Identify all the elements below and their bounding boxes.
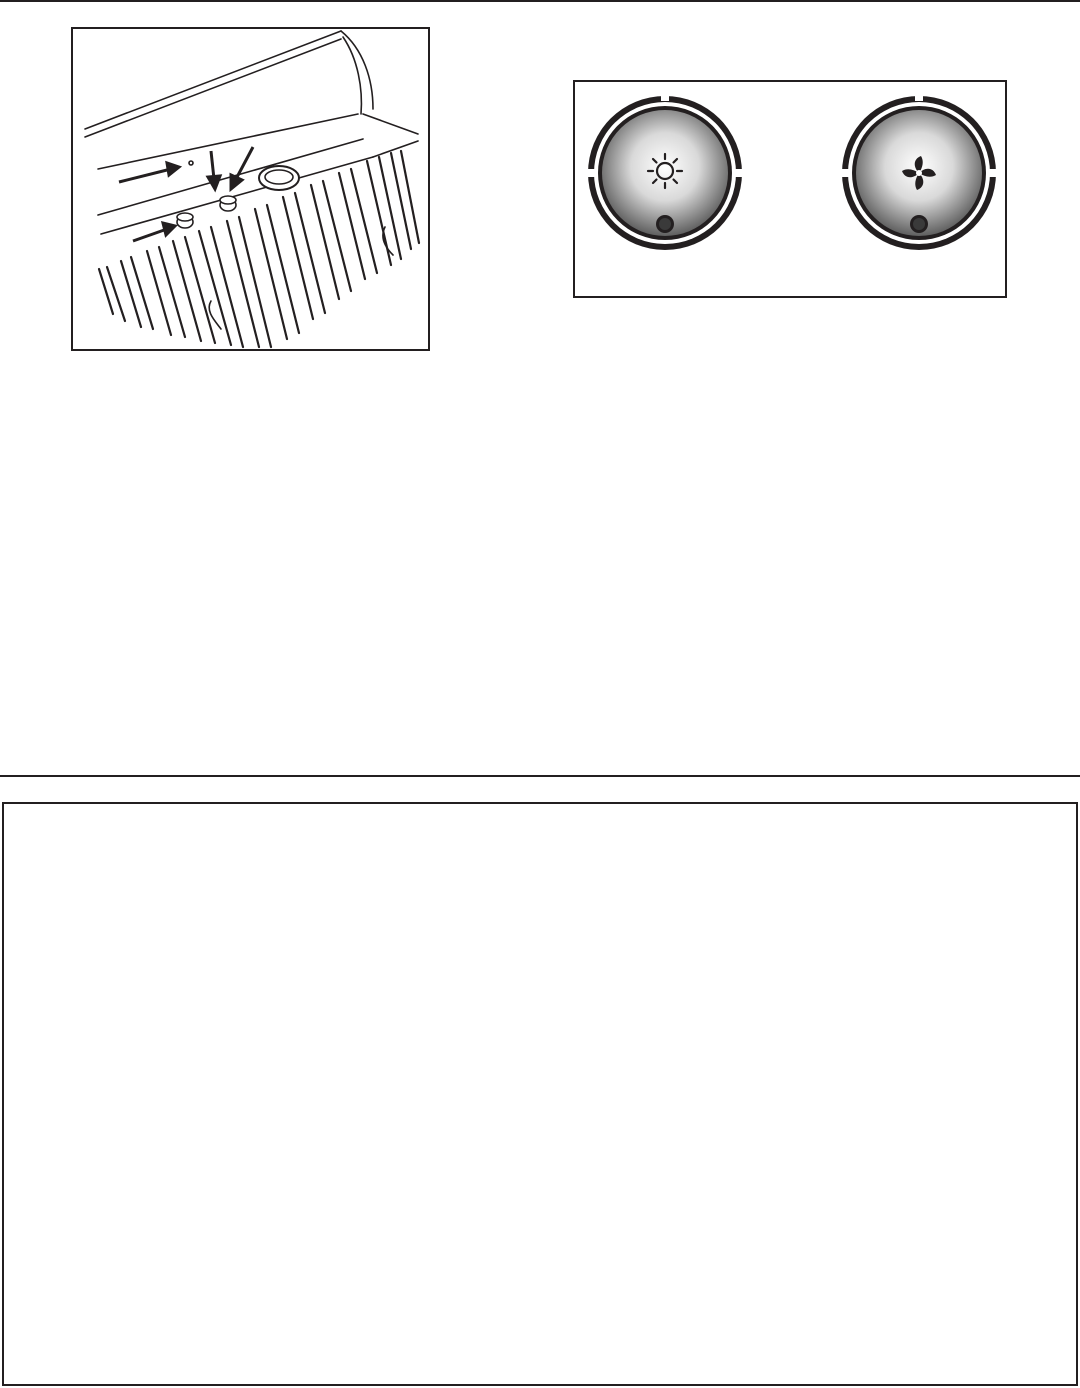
fan-control-knob (839, 93, 999, 253)
bordered-content-box (2, 802, 1078, 1386)
top-rule (0, 0, 1080, 2)
control-knobs-figure (573, 80, 1007, 298)
section-divider-rule (0, 775, 1080, 777)
light-control-knob (585, 93, 745, 253)
hood-illustration-figure (71, 27, 430, 351)
hood-illustration (73, 29, 428, 349)
fan-icon (899, 153, 939, 193)
light-icon (645, 151, 685, 191)
